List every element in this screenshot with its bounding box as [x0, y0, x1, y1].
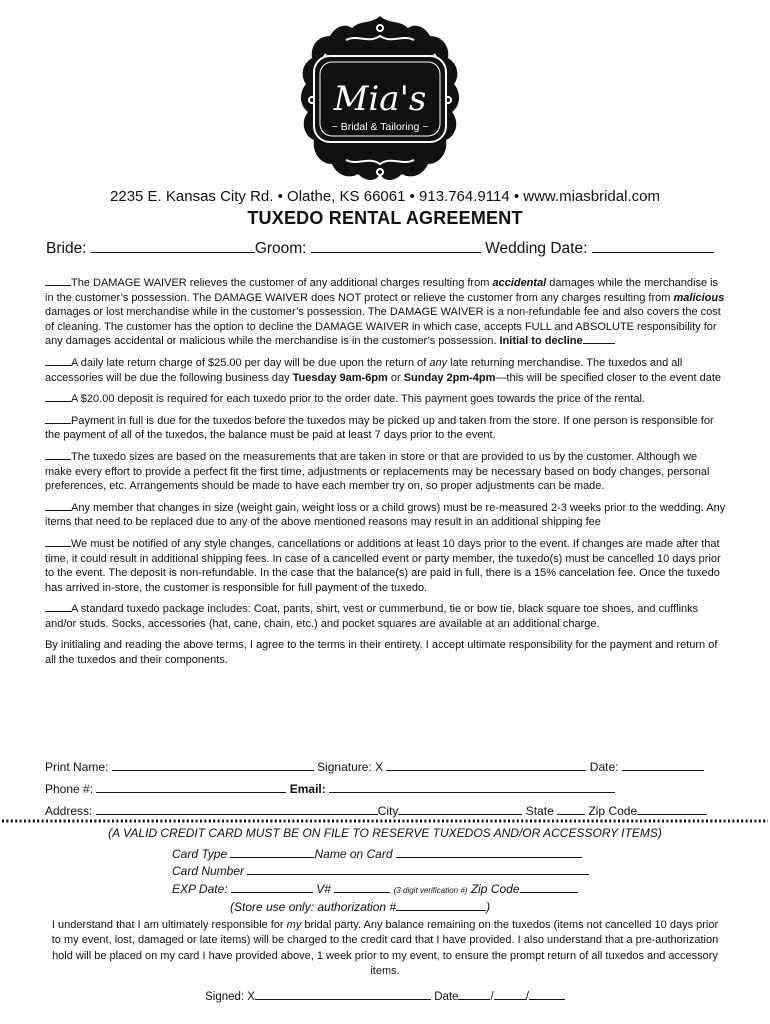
name-on-card-label: Name on Card — [314, 847, 393, 861]
v-number-label: V# — [316, 882, 331, 896]
card-row-2 — [172, 863, 589, 878]
zip-field[interactable] — [637, 803, 707, 815]
date-label: Date: — [589, 760, 619, 774]
phone-field[interactable] — [96, 781, 286, 793]
customer-row-2 — [45, 781, 727, 796]
store-use-label: (Store use only: authorization # — [230, 900, 397, 914]
wedding-date-field[interactable] — [592, 238, 714, 253]
customer-row-1 — [45, 759, 727, 774]
decline-initial-field[interactable] — [583, 334, 615, 344]
initial-field[interactable] — [45, 537, 71, 547]
term-agreement: By initialing and reading the above terms, I agree to the terms in their entirety. I accept ultimate responsibility for the payment and return of all the tuxedos and their components. — [45, 639, 718, 667]
card-number-field[interactable] — [247, 863, 589, 875]
card-type-label: Card Type — [172, 847, 228, 861]
card-type-field[interactable] — [230, 846, 314, 858]
date-year-field[interactable] — [529, 988, 565, 1000]
term-payment: Payment in full is due for the tuxedos before the tuxedos may be picked up and taken from the store. If one person is responsible for the payment of all of the tuxedos, the balance must be paid at least 7 days prior to the event. — [45, 414, 714, 442]
credit-card-heading: (A VALID CREDIT CARD MUST BE ON FILE TO RESERVE TUXEDOS AND/OR ACCESSORY ITEMS) — [108, 826, 662, 840]
final-signature-row: Signed: X Date / / — [0, 988, 770, 1003]
zip-label: Zip Code — [588, 804, 638, 818]
groom-label: Groom: — [254, 240, 307, 257]
term-late-return: A daily late return charge of $25.00 per day will be due upon the return of any late returning merchandise. The tuxedos and all accessories will be due the following business day Tuesday 9am-6pm or Sunday 2pm-4pm—this will be specified closer to the event date — [45, 356, 722, 384]
email-label: Email: — [289, 782, 326, 796]
groom-field[interactable] — [311, 238, 481, 253]
term-damage-waiver: The DAMAGE WAIVER relieves the customer of any additional charges resulting from accidental damages while the merchandise is in the customer’s possession. The DAMAGE WAIVER does NOT protect or relieve the customer from any charges resulting from malicious damages or lost merchandise while in the customer’s possession. The DAMAGE WAIVER is a non-refundable fee and also covers the cost of cleaning. The customer has the option to decline the DAMAGE WAIVER in which case, accepts FULL and ABSOLUTE responsibility for any damages accidental or malicious while the merchandise is in the customer’s possession. Initial to decline — [45, 277, 725, 348]
term-deposit: A $20.00 deposit is required for each tuxedo prior to the order date. This payment goes towards the price of the rental. — [45, 392, 727, 407]
store-address: 2235 E. Kansas City Rd. • Olathe, KS 66061 • 913.764.9114 • www.miasbridal.com — [110, 188, 660, 205]
address-field[interactable] — [96, 803, 378, 815]
term-remeasure: Any member that changes in size (weight gain, weight loss or a child grows) must be re-measured 2-3 weeks prior to the wedding. Any items that need to be replaced due to any of the above mentioned reasons may result in an additional shipping fee — [45, 501, 726, 529]
card-zip-field[interactable] — [520, 881, 578, 893]
signature-label: Signature: X — [317, 760, 384, 774]
initial-field[interactable] — [45, 501, 71, 511]
initial-field[interactable] — [45, 392, 71, 402]
state-field[interactable] — [557, 803, 585, 815]
signature-field[interactable] — [386, 759, 586, 771]
city-label: City — [377, 804, 399, 818]
bride-field[interactable] — [91, 238, 255, 253]
date-field[interactable] — [622, 759, 704, 771]
state-label: State — [525, 804, 554, 818]
signed-label: Signed: X — [205, 991, 255, 1003]
card-number-label: Card Number — [172, 864, 245, 878]
bride-label: Bride: — [46, 240, 87, 257]
term-changes: We must be notified of any style changes, cancellations or additions at least 10 days prior to the event. If changes are made after that time, it could result in additional shipping fees. In case of a cancelled event or party member, the tuxedo(s) must be cancelled 10 days prior to the event. The deposit is non-refundable. In the case that the balance(s) are paid in full, there is a 15% cancelation fee. Once the tuxedo has arrived in-store, the customer is responsible for full payment of the tuxedo. — [45, 537, 721, 594]
card-row-3 — [172, 881, 578, 896]
initial-to-decline-label: Initial to decline — [499, 335, 583, 348]
print-name-field[interactable] — [112, 759, 314, 771]
final-date-label: Date — [434, 991, 459, 1003]
city-field[interactable] — [398, 803, 522, 815]
exp-date-label: EXP Date: — [172, 882, 228, 896]
exp-date-field[interactable] — [231, 881, 313, 893]
initial-field[interactable] — [45, 602, 71, 612]
page-title: TUXEDO RENTAL AGREEMENT — [247, 208, 523, 228]
initial-field[interactable] — [45, 450, 71, 460]
initial-field[interactable] — [45, 414, 71, 424]
mias-bridal-logo — [296, 14, 464, 184]
card-row-1 — [172, 846, 582, 861]
name-on-card-field[interactable] — [396, 846, 582, 858]
phone-label: Phone #: — [45, 782, 94, 796]
terms-section — [45, 276, 727, 675]
term-package: A standard tuxedo package includes: Coat, pants, shirt, vest or cummerbund, tie or bow tie, black square toe shoes, and cufflinks and/or studs. Socks, accessories (hat, cane, chain, etc.) and pocket squares are available at an additional charge. — [45, 603, 699, 630]
initial-field[interactable] — [45, 276, 71, 286]
address-label: Address: — [45, 804, 93, 818]
card-zip-label: Zip Code — [470, 882, 520, 896]
authorization-field[interactable] — [396, 899, 486, 911]
v-number-field[interactable] — [334, 881, 390, 893]
v-number-note: (3 digit verification #) — [393, 886, 468, 895]
initial-field[interactable] — [45, 356, 71, 366]
final-signature-field[interactable] — [255, 988, 431, 1000]
logo-script: Mia's — [333, 79, 427, 119]
store-use-row: (Store use only: authorization # ) — [230, 900, 491, 914]
date-day-field[interactable] — [494, 988, 526, 1000]
email-field[interactable] — [329, 781, 615, 793]
date-month-field[interactable] — [458, 988, 490, 1000]
logo-tagline: ~ Bridal & Tailoring ~ — [331, 121, 429, 133]
dotted-divider — [0, 818, 770, 824]
responsibility-statement: I understand that I am ultimately responsible for my bridal party. Any balance remaining on the tuxedos (items not cancelled 10 days prior to my event, lost, damaged or late items) will be charged to the credit card that I have provided. I also understand that a pre-authorization hold will be placed on my card I have provided above, 1 week prior to my event, to ensure the prompt return of all tuxedos and accessory items. — [51, 919, 719, 978]
party-info-row — [46, 238, 726, 258]
term-sizes: The tuxedo sizes are based on the measurements that are taken in store or that are provided to us by the customer. Although we make every effort to provide a perfect fit the first time, adjustments or replacements may be necessary based on body changes, personal preferences, etc. Arrangements should be made to have each member try on, so proper adjustments can be made. — [45, 450, 710, 493]
customer-row-3 — [45, 803, 727, 818]
wedding-date-label: Wedding Date: — [485, 240, 588, 257]
print-name-label: Print Name: — [45, 760, 109, 774]
